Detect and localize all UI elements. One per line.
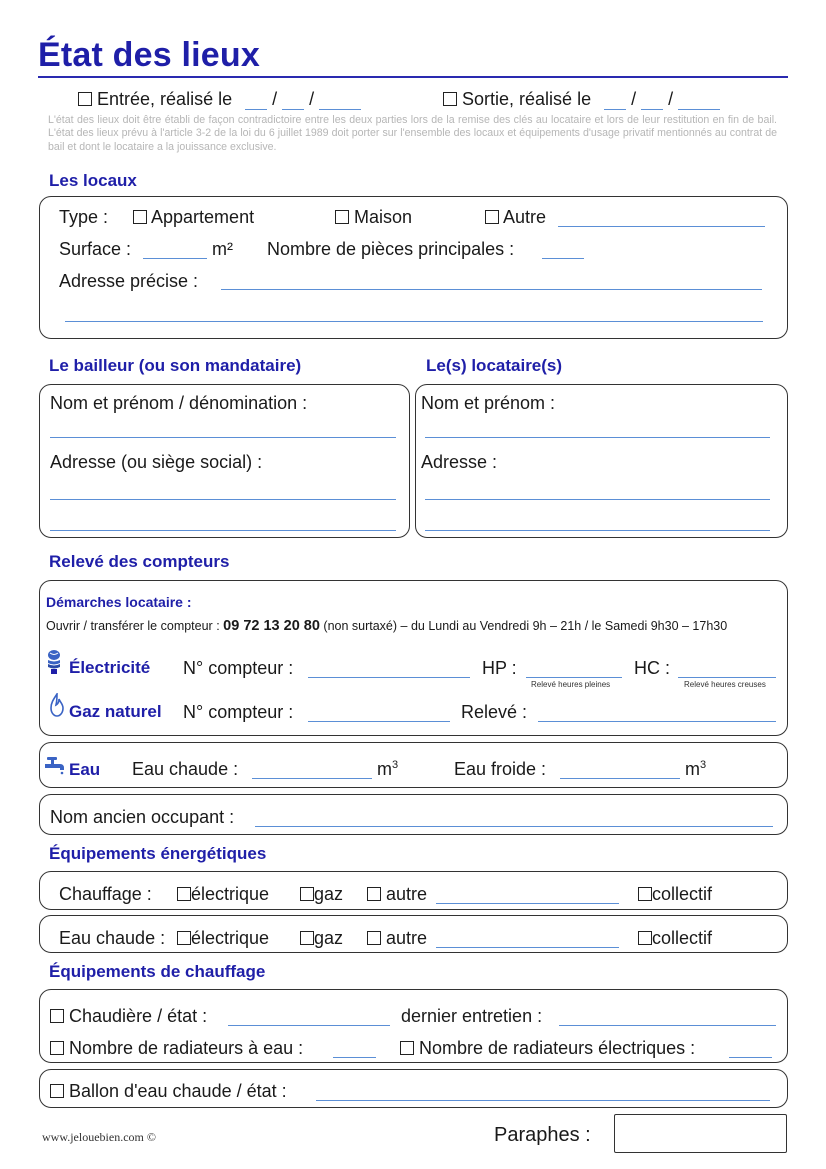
- entretien-field[interactable]: [559, 1025, 776, 1026]
- open-hours: (non surtaxé) – du Lundi au Vendredi 9h – 21h / le Samedi 9h30 – 17h30: [323, 619, 728, 633]
- type-label: Type :: [59, 207, 109, 227]
- ballon-checkbox[interactable]: [50, 1084, 64, 1098]
- chauffage-electrique-checkbox[interactable]: [177, 887, 191, 901]
- entry-month-field[interactable]: [282, 93, 304, 110]
- hc-hint: Relevé heures creuses: [684, 680, 766, 689]
- eau-froide-meter-label: Eau froide :: [454, 759, 547, 779]
- flame-icon: [49, 693, 65, 717]
- type-option-autre[interactable]: [485, 207, 546, 228]
- radiateurs-elec-row[interactable]: [400, 1038, 695, 1059]
- chaudiere-checkbox[interactable]: [50, 1009, 64, 1023]
- bailleur-address-label: Adresse (ou siège social) :: [50, 452, 263, 472]
- electrique-label: électrique: [191, 928, 270, 948]
- gaz-label: Gaz naturel: [69, 702, 162, 721]
- radiateurs-eau-row[interactable]: [50, 1038, 303, 1059]
- eau-chaude-meter-label: Eau chaude :: [132, 759, 239, 779]
- eau-chaude-energie-label: Eau chaude :: [59, 928, 166, 948]
- gaz-releve-label: Relevé :: [461, 702, 528, 722]
- lightbulb-icon: [46, 650, 62, 676]
- page-title: État des lieux: [38, 36, 260, 74]
- bailleur-name-label: Nom et prénom / dénomination :: [50, 393, 308, 413]
- locataire-name-field[interactable]: [425, 437, 770, 438]
- m3-unit: m: [377, 759, 392, 779]
- phone-number[interactable]: 09 72 13 20 80: [223, 618, 320, 634]
- locataire-address-field-1[interactable]: [425, 499, 770, 500]
- entry-slash-2: /: [309, 89, 315, 109]
- locataire-address-field-2[interactable]: [425, 530, 770, 531]
- entry-label: Entrée, réalisé le: [97, 89, 233, 109]
- paraphes-label: Paraphes :: [494, 1124, 591, 1146]
- section-chauffage-heading: Équipements de chauffage: [49, 962, 266, 981]
- chauffage-collectif-checkbox[interactable]: [638, 887, 652, 901]
- collectif-label: collectif: [652, 928, 713, 948]
- radiateurs-eau-checkbox[interactable]: [50, 1041, 64, 1055]
- ballon-row[interactable]: [50, 1081, 287, 1102]
- eau-chaude-option-gaz[interactable]: [300, 928, 343, 949]
- chauffage-option-electrique[interactable]: [177, 884, 269, 905]
- exit-year-field[interactable]: [678, 93, 720, 110]
- m3-exponent: 3: [392, 759, 399, 771]
- appartement-checkbox[interactable]: [133, 210, 147, 224]
- entry-year-field[interactable]: [319, 93, 361, 110]
- electrique-label: électrique: [191, 884, 270, 904]
- entry-day-field[interactable]: [245, 93, 267, 110]
- ballon-field[interactable]: [316, 1100, 770, 1101]
- faucet-icon: [44, 755, 66, 775]
- maison-checkbox[interactable]: [335, 210, 349, 224]
- radiateurs-eau-label: Nombre de radiateurs à eau :: [69, 1038, 304, 1058]
- chaudiere-label: Chaudière / état :: [69, 1006, 208, 1026]
- section-locataire-heading: Le(s) locataire(s): [426, 356, 563, 375]
- elec-meter-field[interactable]: [308, 677, 470, 678]
- electricite-label: Électricité: [69, 658, 151, 677]
- surface-unit: m²: [212, 239, 233, 259]
- demarches-line: [46, 618, 727, 634]
- ancien-field[interactable]: [255, 826, 773, 827]
- eau-chaude-gaz-checkbox[interactable]: [300, 931, 314, 945]
- hp-hint: Relevé heures pleines: [531, 680, 611, 689]
- section-energetiques-heading: Équipements énergétiques: [49, 844, 267, 863]
- type-option-maison[interactable]: [335, 207, 412, 228]
- entry-row: [78, 89, 361, 110]
- eau-froide-meter-field[interactable]: [560, 778, 680, 779]
- site-credit[interactable]: www.jelouebien.com ©: [42, 1130, 156, 1144]
- radiateurs-eau-field[interactable]: [333, 1057, 376, 1058]
- elec-meter-label: N° compteur :: [183, 658, 294, 678]
- maison-label: Maison: [354, 207, 413, 227]
- exit-row: [443, 89, 720, 110]
- m3-unit: m: [685, 759, 700, 779]
- chauffage-gaz-checkbox[interactable]: [300, 887, 314, 901]
- autre-field[interactable]: [558, 226, 765, 227]
- title-rule: [38, 76, 788, 78]
- type-option-appartement[interactable]: [133, 207, 254, 228]
- eau-chaude-autre-field[interactable]: [436, 947, 619, 948]
- radiateurs-elec-label: Nombre de radiateurs électriques :: [419, 1038, 696, 1058]
- hc-field[interactable]: [678, 677, 776, 678]
- chauffage-energie-label: Chauffage :: [59, 884, 152, 904]
- chaudiere-field[interactable]: [228, 1025, 390, 1026]
- surface-field[interactable]: [143, 258, 207, 259]
- bailleur-address-field-1[interactable]: [50, 499, 396, 500]
- collectif-label: collectif: [652, 884, 713, 904]
- eau-chaude-unit: [377, 759, 398, 780]
- bailleur-name-field[interactable]: [50, 437, 396, 438]
- exit-slash-2: /: [668, 89, 674, 109]
- radiateurs-elec-field[interactable]: [729, 1057, 772, 1058]
- address-field-line-2[interactable]: [65, 321, 763, 322]
- ancien-label: Nom ancien occupant :: [50, 807, 235, 827]
- gaz-meter-label: N° compteur :: [183, 702, 294, 722]
- radiateurs-elec-checkbox[interactable]: [400, 1041, 414, 1055]
- eau-chaude-option-autre[interactable]: [367, 928, 427, 949]
- exit-checkbox[interactable]: [443, 92, 457, 106]
- hc-label: HC :: [634, 658, 670, 678]
- rooms-label: Nombre de pièces principales :: [267, 239, 515, 259]
- open-prefix: Ouvrir / transférer le compteur :: [46, 619, 220, 633]
- exit-month-field[interactable]: [641, 93, 663, 110]
- appartement-label: Appartement: [151, 207, 255, 227]
- surface-label: Surface :: [59, 239, 132, 259]
- eau-chaude-option-electrique[interactable]: [177, 928, 269, 949]
- exit-day-field[interactable]: [604, 93, 626, 110]
- chauffage-option-gaz[interactable]: [300, 884, 343, 905]
- address-field-line-1[interactable]: [221, 289, 762, 290]
- eau-chaude-autre-checkbox[interactable]: [367, 931, 381, 945]
- hp-label: HP :: [482, 658, 517, 678]
- gaz-releve-field[interactable]: [538, 721, 776, 722]
- locataire-name-label: Nom et prénom :: [421, 393, 556, 413]
- ballon-label: Ballon d'eau chaude / état :: [69, 1081, 287, 1101]
- m3-exponent: 3: [700, 759, 707, 771]
- locataire-address-label: Adresse :: [421, 452, 498, 472]
- gaz-option-label: gaz: [314, 928, 344, 948]
- exit-label: Sortie, réalisé le: [462, 89, 592, 109]
- autre-option-label: autre: [386, 884, 428, 904]
- chauffage-option-autre[interactable]: [367, 884, 427, 905]
- section-compteurs-heading: Relevé des compteurs: [49, 552, 230, 571]
- rooms-field[interactable]: [542, 258, 584, 259]
- eau-chaude-electrique-checkbox[interactable]: [177, 931, 191, 945]
- entry-slash-1: /: [272, 89, 278, 109]
- chauffage-autre-checkbox[interactable]: [367, 887, 381, 901]
- address-label: Adresse précise :: [59, 271, 199, 291]
- paraphes-field[interactable]: [614, 1114, 787, 1153]
- chauffage-autre-field[interactable]: [436, 903, 619, 904]
- entry-checkbox[interactable]: [78, 92, 92, 106]
- autre-checkbox[interactable]: [485, 210, 499, 224]
- eau-chaude-meter-field[interactable]: [252, 778, 372, 779]
- exit-slash-1: /: [631, 89, 637, 109]
- hp-field[interactable]: [526, 677, 622, 678]
- eau-chaude-collectif-checkbox[interactable]: [638, 931, 652, 945]
- chauffage-option-collectif[interactable]: [638, 884, 712, 905]
- autre-option-label: autre: [386, 928, 428, 948]
- autre-label: Autre: [503, 207, 547, 227]
- legal-disclaimer: L'état des lieux doit être établi de façon contradictoire entre les deux parties lors de la remise des clés au locataire et lors de leur restitution en fin de bail. L'état des lieux prévu à l'article 3-2 de la loi du 6 juillet 1989 doit porter sur l'ensemble des locaux et équipements d'usage privatif mentionnés au contrat de bail et dont le locataire a la jouissance exclusive.: [48, 114, 777, 153]
- eau-froide-unit: [685, 759, 706, 780]
- gaz-option-label: gaz: [314, 884, 344, 904]
- section-bailleur-heading: Le bailleur (ou son mandataire): [49, 356, 302, 375]
- demarches-label: Démarches locataire :: [46, 594, 192, 610]
- eau-label: Eau: [69, 760, 101, 779]
- chaudiere-row[interactable]: [50, 1006, 207, 1027]
- section-locaux-heading: Les locaux: [49, 171, 137, 190]
- gaz-meter-field[interactable]: [308, 721, 450, 722]
- bailleur-address-field-2[interactable]: [50, 530, 396, 531]
- eau-chaude-option-collectif[interactable]: [638, 928, 712, 949]
- entretien-label: dernier entretien :: [401, 1006, 543, 1026]
